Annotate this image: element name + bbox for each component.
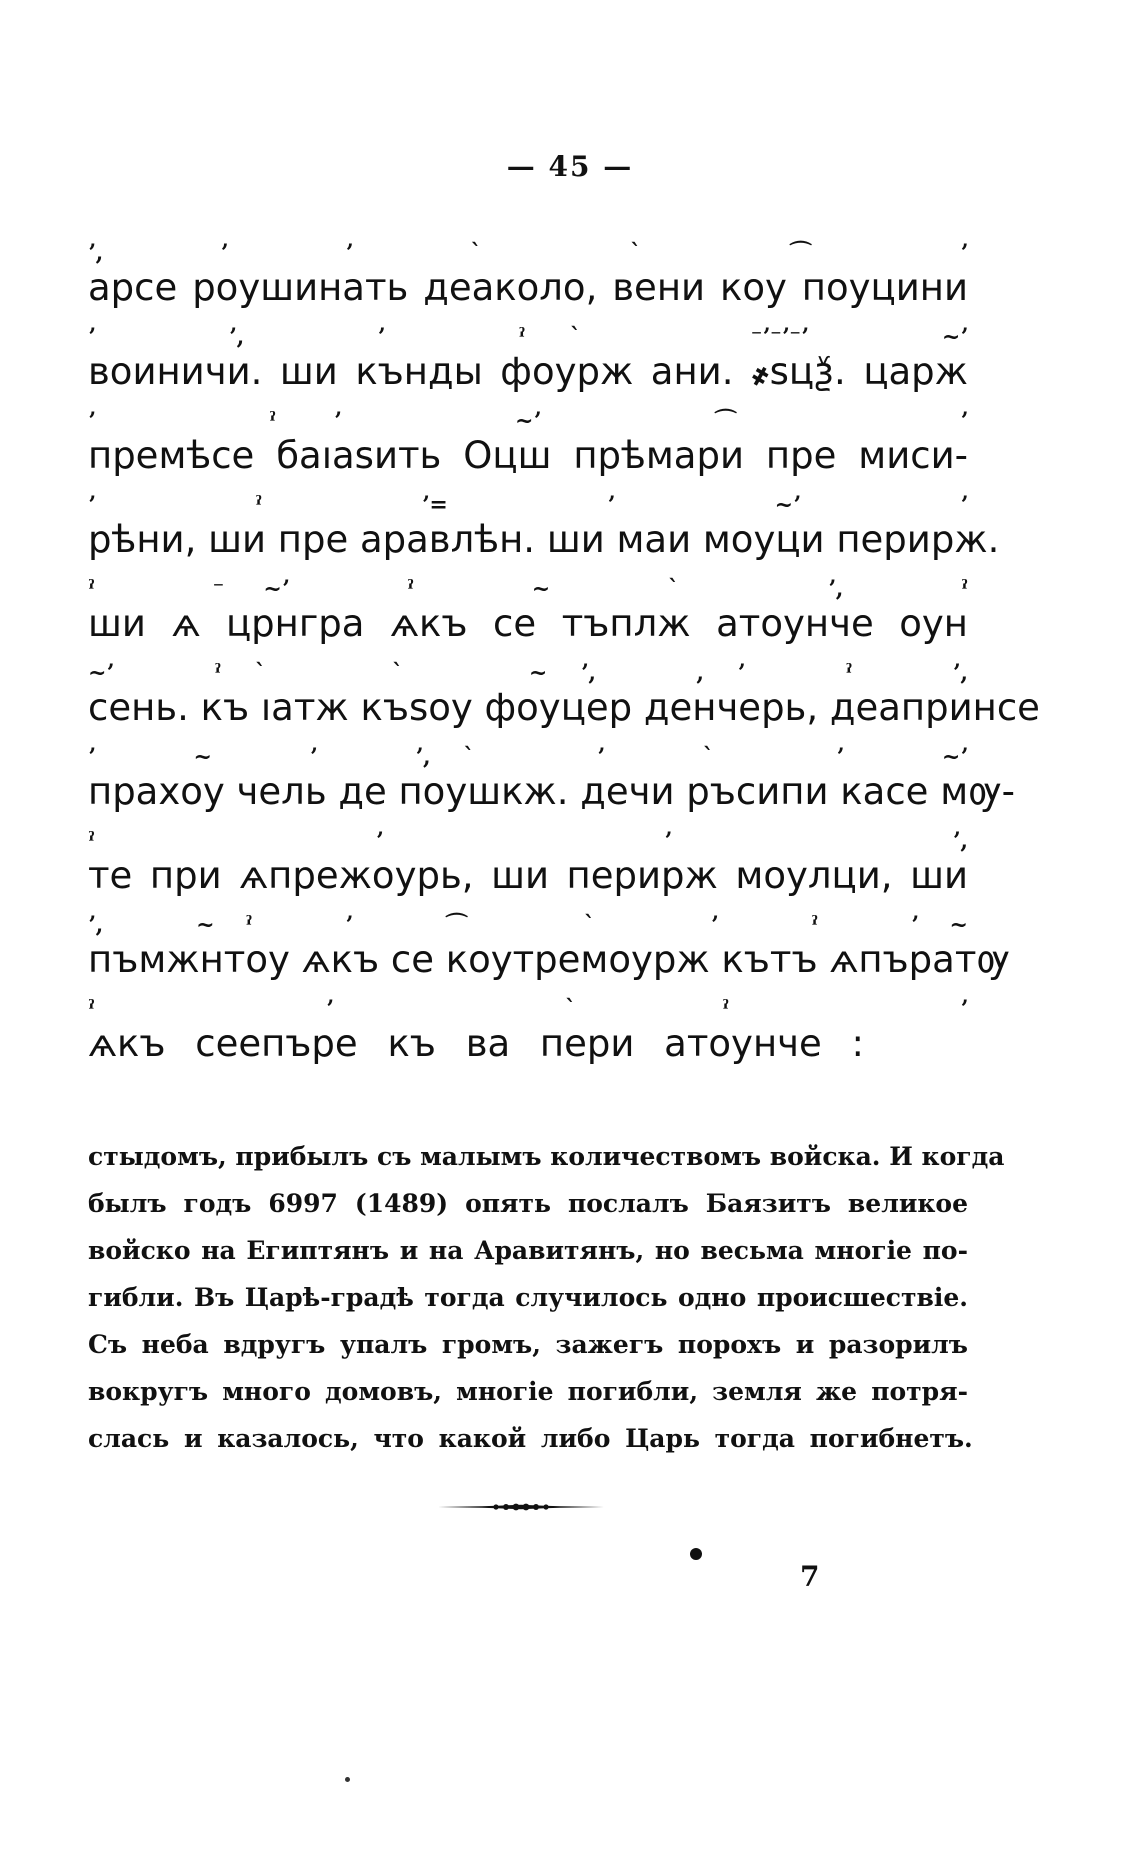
accent-marks: ʼ ~ ʼ ʼ, ˋ ʼ ˋ ʼ ~ʼ: [88, 744, 968, 770]
dot-mark: [690, 1548, 702, 1560]
cyrillic-text-block: [88, 238, 1040, 1078]
cyrillic-line-text: те при ѧпрежоурь, ши перирж моулци, ши: [88, 854, 968, 897]
accent-marks: ʼ, ~ ˀ ʼ ⌒ ˋ ʼ ˀ ʼ ~: [88, 912, 968, 938]
cyrillic-line: [88, 994, 968, 1078]
cyrillic-line: [88, 490, 1000, 574]
accent-marks: ~ʼ ˀ ˋ ˋ ~ ʼ, , ʼ ˀ ʼ,: [88, 660, 968, 686]
russian-line: былъ годъ 6997 (1489) опять послалъ Баязитъ великое: [88, 1189, 968, 1218]
russian-translation-block: [88, 1133, 1005, 1462]
russian-line: слась и казалось, что какой либо Царь тогда погибнетъ.: [88, 1424, 973, 1453]
cyrillic-line: [88, 742, 1015, 826]
speck-mark: [345, 1777, 350, 1782]
cyrillic-line-text: прахоу чель де поушкж. дечи ръсипи касе мѹ-: [88, 770, 1015, 813]
cyrillic-line: [88, 910, 1010, 994]
accent-marks: ˀ ʼ ˋ ˀ ʼ: [88, 996, 968, 1022]
accent-marks: ˀ ʼ ʼ ʼ,: [88, 828, 968, 854]
cyrillic-line: [88, 238, 968, 322]
cyrillic-line-text: премѣсе баıаѕить Оцш прѣмари пре миси-: [88, 434, 968, 477]
cyrillic-line-text: воиничи. ши кънды фоурж ани. ҂ѕцѯ. царж: [88, 350, 968, 393]
cyrillic-line-text: ши ѧ црнгра ѧкъ се тъплж атоунче оун: [88, 602, 968, 645]
cyrillic-line-text: рѣни, ши пре аравлѣн. ши маи моуци перирж.: [88, 518, 1000, 561]
cyrillic-line-text: арсе роушинать деаколо, вени коу поуцини: [88, 266, 968, 309]
cyrillic-line-text: пъмжнтоу ѧкъ се коутремоурж кътъ ѧпъратѹ: [88, 938, 1010, 981]
accent-marks: ʼ ˀ ʼ ~ʼ ⌒ ʼ: [88, 408, 968, 434]
accent-marks: ˀ ⁻ ~ʼ ˀ ~ ˋ ʼ, ˀ: [88, 576, 968, 602]
cyrillic-line: [88, 658, 1040, 742]
cyrillic-line-text: сень. къ ıатж къѕоу фоуцер денчерь, деапринсе: [88, 686, 1040, 729]
russian-line: Съ неба вдругъ упалъ громъ, зажегъ порохъ и разорилъ: [88, 1330, 968, 1359]
russian-line: гибли. Въ Царѣ-градѣ тогда случилось одно происшествіе.: [88, 1283, 968, 1312]
russian-line: стыдомъ, прибылъ съ малымъ количествомъ войска. И когда: [88, 1142, 1005, 1171]
cyrillic-line: [88, 406, 968, 490]
russian-line: войско на Египтянъ и на Аравитянъ, но весьма многіе по-: [88, 1236, 968, 1265]
russian-line: вокругъ много домовъ, многіе погибли, земля же потря-: [88, 1377, 968, 1406]
page-number: — 45 —: [506, 150, 634, 183]
accent-marks: ʼ ˀ ʼ= ʼ ~ʼ ʼ: [88, 492, 968, 518]
cyrillic-line: [88, 322, 968, 406]
cyrillic-line-text: ѧкъ сеепъре къ ва пери атоунче :: [88, 1022, 864, 1065]
ornament-divider: [438, 1500, 604, 1514]
accent-marks: ʼ, ʼ ʼ ˋ ˋ ⌒ ʼ: [88, 240, 968, 266]
cyrillic-line: [88, 574, 968, 658]
accent-marks: ʼ ʼ, ʼ ˀ ˋ ⁻ʼ⁻ʼ⁻ʼ ~ʼ: [88, 324, 968, 350]
signature-mark: 7: [800, 1560, 820, 1593]
cyrillic-line: [88, 826, 968, 910]
